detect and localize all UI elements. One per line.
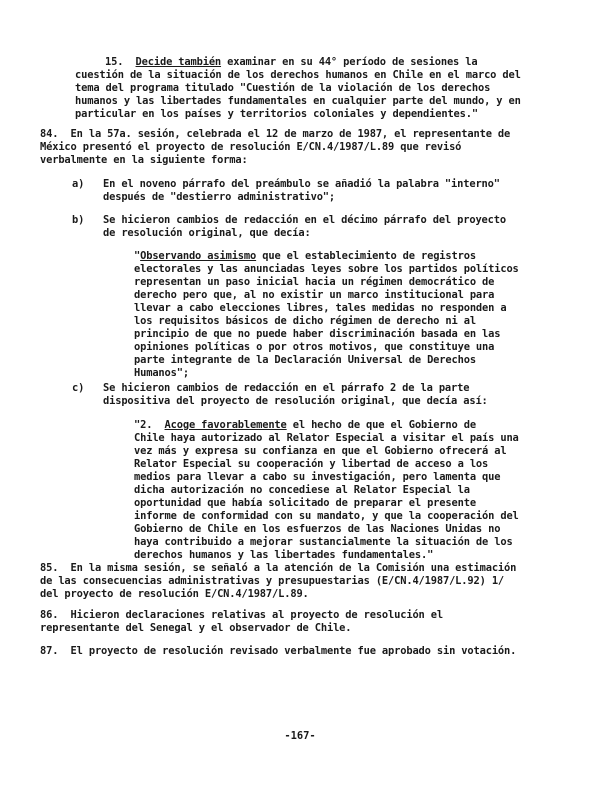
text-line: dicha autorización no concediese al Relator Especial la bbox=[134, 484, 470, 496]
text-line: humanos y las libertades fundamentales en cualquier parte del mundo, y en bbox=[75, 95, 521, 107]
text-line: principio de que no puede haber discriminación basada en las bbox=[134, 328, 501, 340]
text-line: llevar a cabo elecciones libres, tales medidas no responden a bbox=[134, 302, 507, 314]
item-label: c) bbox=[72, 382, 85, 394]
text-line: derechos humanos y las libertades fundamentales." bbox=[134, 549, 434, 561]
text-line: Humanos"; bbox=[134, 367, 189, 379]
text-line: Chile haya autorizado al Relator Especial a visitar el país una bbox=[134, 432, 519, 444]
text-line: haya contribuido a mejorar sustancialmente la situación de los bbox=[134, 536, 513, 548]
text-line: tema del programa titulado "Cuestión de la violación de los derechos bbox=[75, 82, 491, 94]
paragraph-number: 15. bbox=[105, 56, 124, 68]
paragraph-15-first-line: 15. Decide también examinar en su 44° período de sesiones la bbox=[105, 56, 478, 68]
text-line: oportunidad que había solicitado de preparar el presente bbox=[134, 497, 476, 509]
text-line: dispositiva del proyecto de resolución original, que decía así: bbox=[103, 395, 488, 407]
text-line: después de "destierro administrativo"; bbox=[103, 191, 336, 203]
text-line: representante del Senegal y el observador de Chile. bbox=[40, 622, 352, 634]
underlined-lead: Observando asimismo bbox=[140, 250, 257, 262]
text-line: de las consecuencias administrativas y presupuestarias (E/CN.4/1987/L.92) 1/ bbox=[40, 575, 505, 587]
text-line: cuestión de la situación de los derechos humanos en Chile en el marco del bbox=[75, 69, 521, 81]
underlined-lead: Acoge favorablemente bbox=[164, 419, 287, 431]
text-line: Gobierno de Chile en los esfuerzos de las Naciones Unidas no bbox=[134, 523, 501, 535]
underlined-lead: Decide también bbox=[135, 56, 222, 68]
text-line: particular en los países y territorios coloniales y dependientes." bbox=[75, 108, 478, 120]
text-line: vez más y expresa su confianza en que el Gobierno ofrecerá al bbox=[134, 445, 507, 457]
text-line: derecho pero que, al no existir un marco institucional para bbox=[134, 289, 495, 301]
text-line: de resolución original, que decía: bbox=[103, 227, 311, 239]
text-line: informe de conformidad con su mandato, y que la cooperación del bbox=[134, 510, 519, 522]
text-line: parte integrante de la Declaración Universal de Derechos bbox=[134, 354, 476, 366]
text-line: Se hicieron cambios de redacción en el párrafo 2 de la parte bbox=[103, 382, 470, 394]
paragraph-87-line: 87. El proyecto de resolución revisado verbalmente fue aprobado sin votación. bbox=[40, 645, 517, 657]
text-line: los requisitos básicos de dicho régimen de derecho ni al bbox=[134, 315, 476, 327]
text-line: del proyecto de resolución E/CN.4/1987/L.89. bbox=[40, 588, 309, 600]
paragraph-86-line: 86. Hicieron declaraciones relativas al proyecto de resolución el bbox=[40, 609, 443, 621]
text-line: representan un paso inicial hacia un régimen democrático de bbox=[134, 276, 495, 288]
paragraph-84-line: 84. En la 57a. sesión, celebrada el 12 de marzo de 1987, el representante de bbox=[40, 128, 511, 140]
text-line: electorales y las anunciadas leyes sobre los partidos políticos bbox=[134, 263, 519, 275]
text-line: Se hicieron cambios de redacción en el décimo párrafo del proyecto bbox=[103, 214, 506, 226]
item-label: a) bbox=[72, 178, 85, 190]
text-line: opiniones políticas o por otros motivos, que constituye una bbox=[134, 341, 495, 353]
text-line: verbalmente en la siguiente forma: bbox=[40, 154, 248, 166]
page-number: -167- bbox=[284, 730, 316, 742]
text-line: medios para llevar a cabo su investigación, pero lamenta que bbox=[134, 471, 501, 483]
text-line: En el noveno párrafo del preámbulo se añadió la palabra "interno" bbox=[103, 178, 500, 190]
quote-first-line: "2. Acoge favorablemente el hecho de que el Gobierno de bbox=[134, 419, 476, 431]
text-line: México presentó el proyecto de resolución E/CN.4/1987/L.89 que revisó bbox=[40, 141, 462, 153]
paragraph-85-line: 85. En la misma sesión, se señaló a la atención de la Comisión una estimación bbox=[40, 562, 517, 574]
item-label: b) bbox=[72, 214, 85, 226]
quote-first-line: "Observando asimismo que el establecimiento de registros bbox=[134, 250, 476, 262]
text-line: Relator Especial su cooperación y libertad de acceso a los bbox=[134, 458, 489, 470]
